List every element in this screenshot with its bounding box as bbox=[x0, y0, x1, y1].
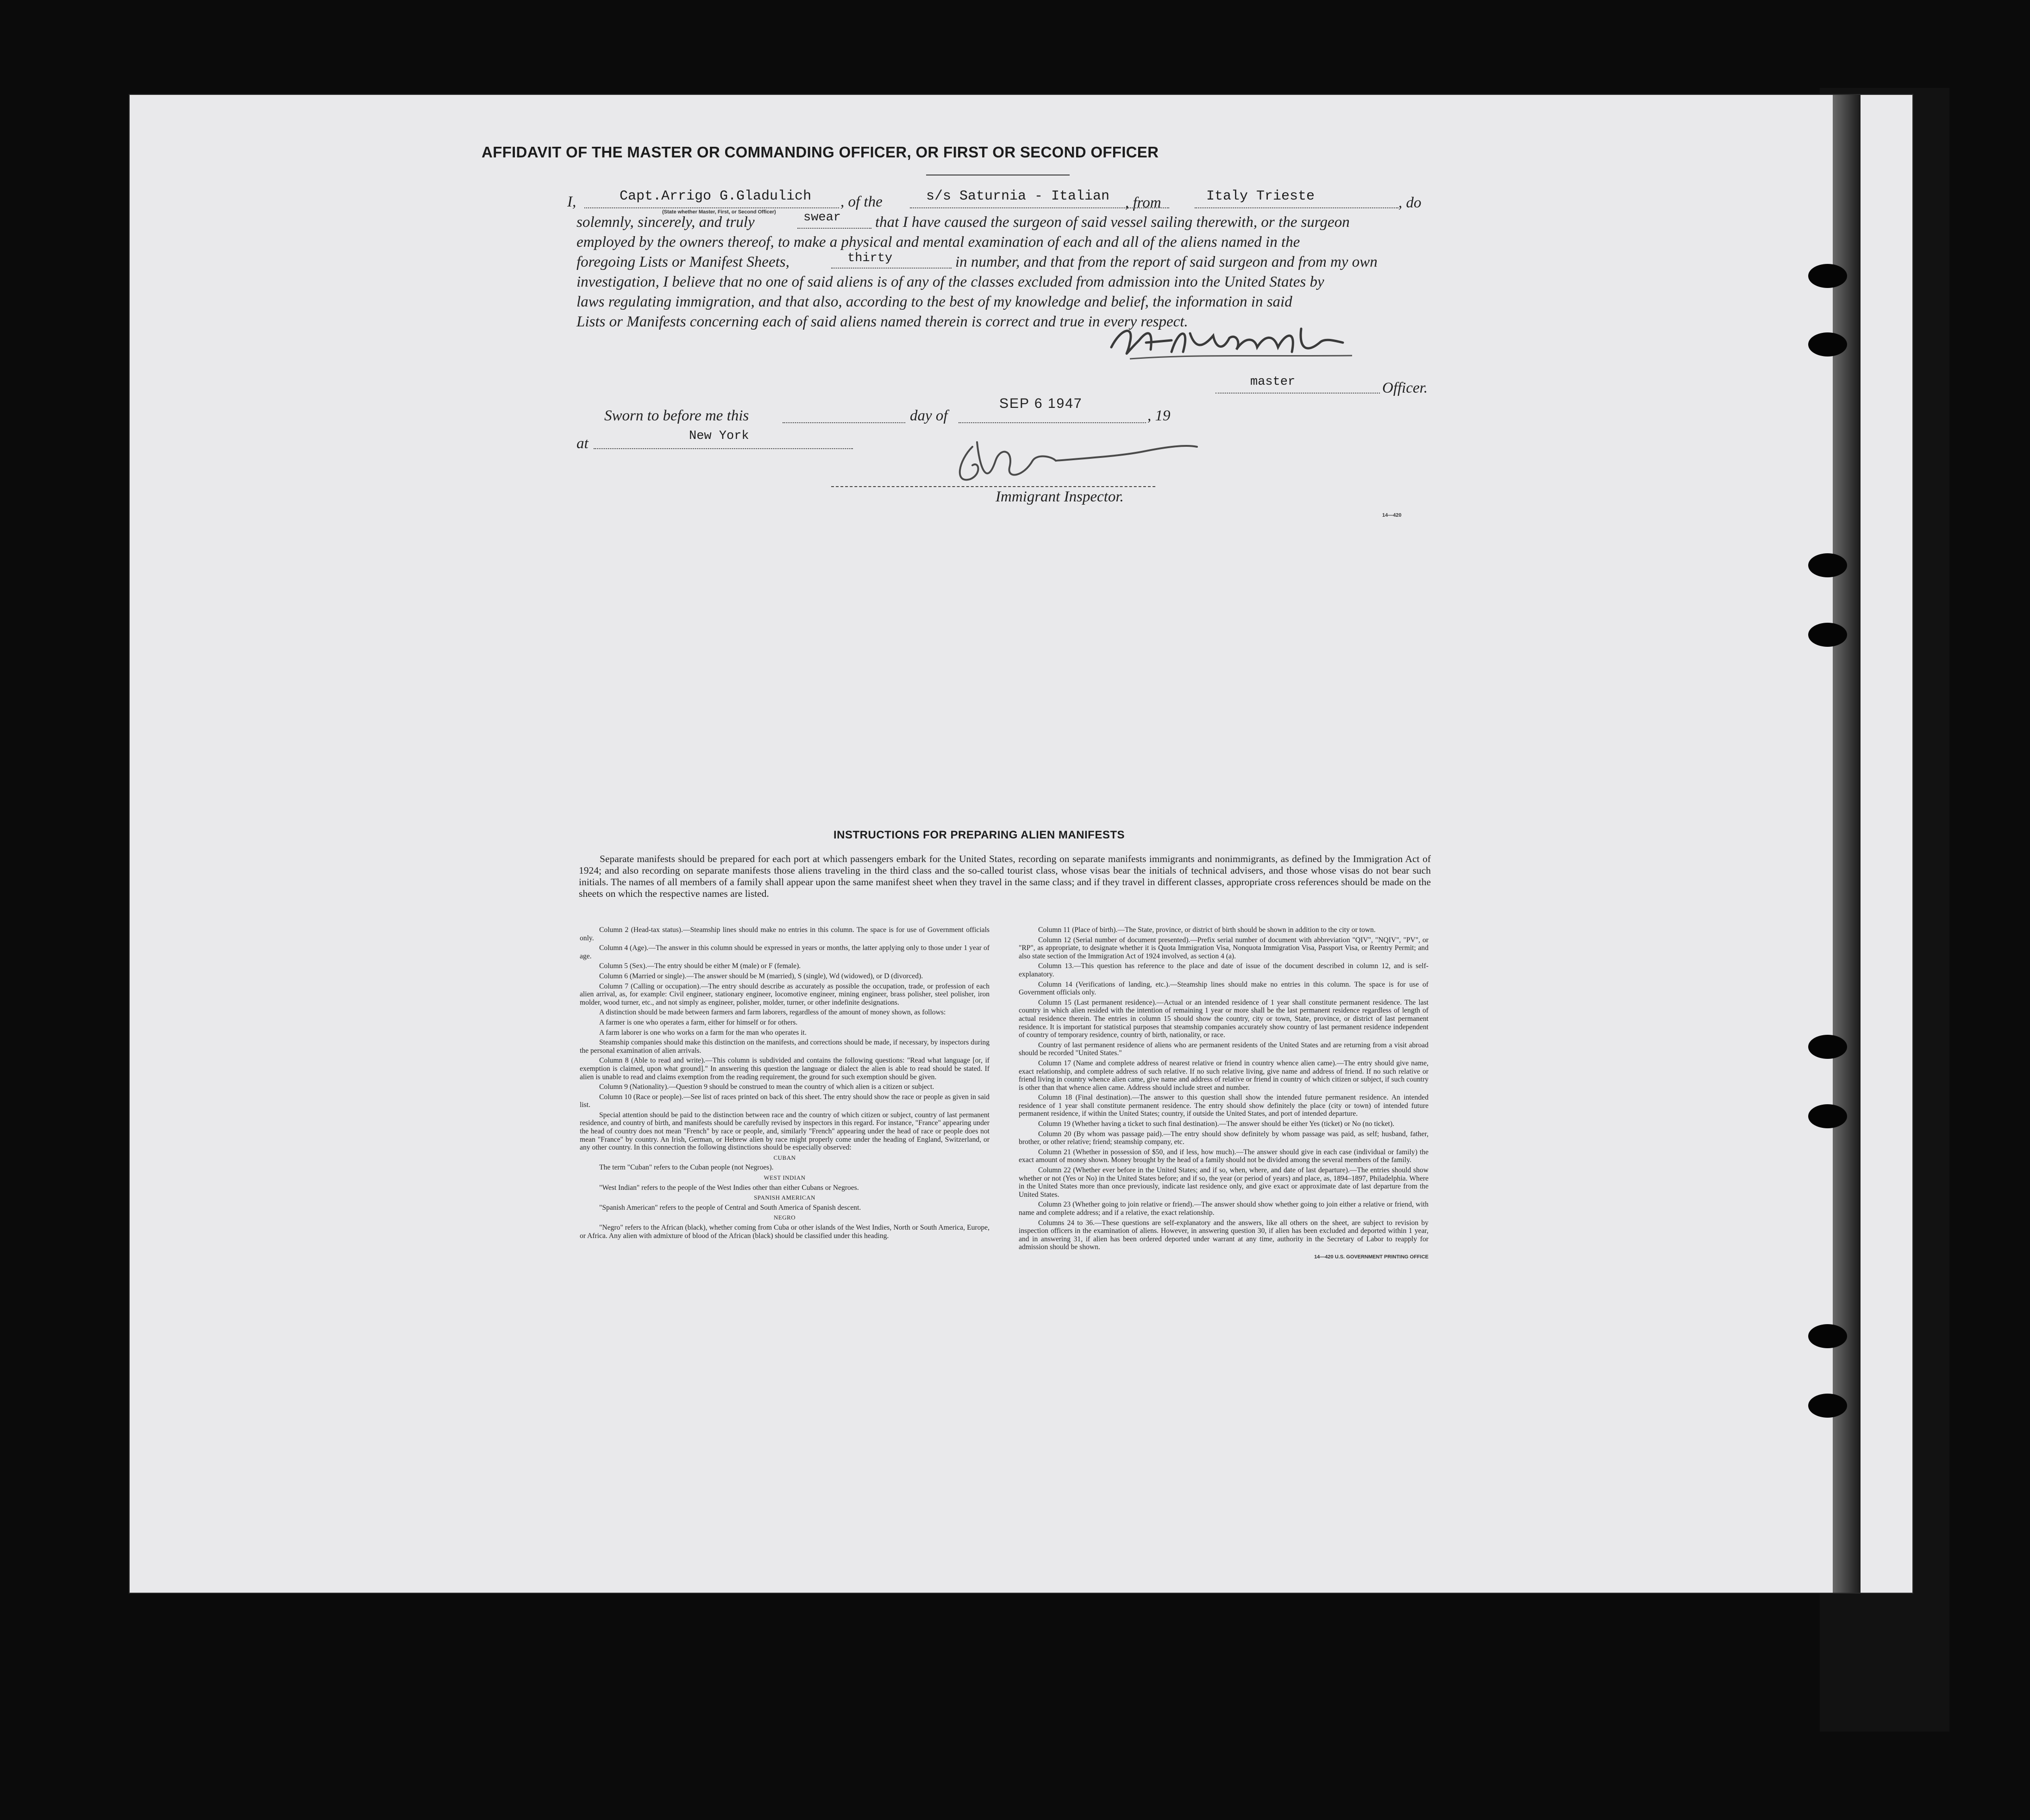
instruction-paragraph: Column 6 (Married or single).—The answer should be M (married), S (single), Wd (widowed), or D (divorced). bbox=[599, 972, 923, 980]
printer-imprint-wrap bbox=[1019, 1252, 1429, 1262]
place-value: New York bbox=[689, 429, 749, 443]
instruction-paragraph: Country of last permanent residence of aliens who are permanent residents of the United States and are returning from a visit abroad should be recorded "United States." bbox=[1019, 1041, 1429, 1057]
affidavit-line-4a: foregoing Lists or Manifest Sheets, bbox=[576, 254, 789, 270]
date-underline bbox=[959, 422, 1146, 423]
instruction-paragraph: Column 19 (Whether having a ticket to such final destination).—The answer should be either Yes (ticket) or No (no ticket). bbox=[1038, 1120, 1395, 1128]
from-port: Italy Trieste bbox=[1206, 188, 1315, 204]
sworn-label: Sworn to before me this bbox=[604, 407, 749, 424]
swear-underline bbox=[797, 228, 871, 229]
punch-hole bbox=[1808, 264, 1847, 288]
printer-imprint: 14—420 U.S. GOVERNMENT PRINTING OFFICE bbox=[1314, 1254, 1429, 1260]
name-underline bbox=[584, 207, 839, 208]
sheets-underline bbox=[831, 268, 952, 269]
instruction-paragraph: Column 5 (Sex).—The entry should be either M (male) or F (female). bbox=[599, 962, 801, 970]
instruction-paragraph: Column 14 (Verifications of landing, etc.).—Steamship lines should make no entries in this column. The space is for use of Government officials only. bbox=[1019, 980, 1429, 997]
inspector-label: Immigrant Inspector. bbox=[996, 488, 1124, 505]
cuban-definition: The term "Cuban" refers to the Cuban people (not Negroes). bbox=[599, 1163, 774, 1172]
negro-definition: "Negro" refers to the African (black), whether coming from Cuba or other islands of the West Indies, North or South America, Europe, or Africa. Any alien with admixture of blood of the African (black) should be classified under this heading. bbox=[580, 1224, 990, 1240]
affidavit-line-3: employed by the owners thereof, to make a physical and mental examination of each and all of the aliens named in the bbox=[576, 234, 1300, 250]
of-the-label: , of the bbox=[840, 194, 883, 210]
west-indian-definition: "West Indian" refers to the people of the West Indies other than either Cubans or Negroes. bbox=[599, 1183, 859, 1192]
punch-hole bbox=[1808, 1104, 1847, 1128]
officer-label: Officer. bbox=[1382, 380, 1428, 396]
day-underline bbox=[783, 422, 905, 423]
instruction-paragraph: Columns 24 to 36.—These questions are self-explanatory and the answers, like all others on the sheet, are subject to revision by inspection officers in the examination of aliens. However, in answering question 30, if alien has been excluded and deported within 1 year, and in answering 31, if alien has been ordered deported under warrant at any time, authority in the Secretary of Labor to reapply for admission should be shown. bbox=[1019, 1219, 1429, 1251]
inspector-signature bbox=[945, 433, 1204, 493]
instruction-paragraph: Column 20 (By whom was passage paid).—The entry should show definitely by whom passage was paid, as self; husband, father, brother, or other relative; friend; steamship company, etc. bbox=[1019, 1130, 1429, 1146]
instruction-paragraph: Column 18 (Final destination).—The answer to this question shall show the intended future permanent residence. An intended residence of 1 year shall constitute permanent residence. The entry should show definitely the place (city or town) of intended future permanent residence, if within the United States; country, if outside the United States, and port of intended departure. bbox=[1019, 1094, 1429, 1118]
instructions-right-column bbox=[1019, 926, 1429, 1262]
instructions-left-column bbox=[580, 926, 990, 1242]
instruction-paragraph: Column 8 (Able to read and write).—This column is subdivided and contains the following questions: "Read what language [or, if exemption is claimed, upon what ground]." In answering this question the language or dialect the alien is able to read should be stated. If alien is unable to read and claims exemption from the reading requirement, the ground for such exemption should be given. bbox=[580, 1057, 990, 1081]
vessel-name: s/s Saturnia - Italian bbox=[926, 188, 1110, 204]
spanish-american-heading: SPANISH AMERICAN bbox=[754, 1194, 815, 1201]
instruction-paragraph: Column 22 (Whether ever before in the United States; and if so, when, where, and date of last departure).—The entries should show whether or not (Yes or No) in the United States before; and if so, the year (or period of years) and place, as, 1894–1897, Philadelphia. Where in the United States more than once previously, indicate last residence only, and give exact or approximate date of last departure from the United States. bbox=[1019, 1166, 1429, 1199]
affidavit-line-2a: solemnly, sincerely, and truly bbox=[576, 214, 755, 231]
day-of-label: day of bbox=[910, 407, 948, 424]
cuban-heading: CUBAN bbox=[773, 1154, 796, 1161]
rank-value: master bbox=[1250, 375, 1296, 389]
state-note: (State whether Master, First, or Second Officer) bbox=[662, 209, 776, 215]
instruction-paragraph: Column 13.—This question has reference to the place and date of issue of the document described in column 12, and is self-explanatory. bbox=[1019, 962, 1429, 978]
punch-hole bbox=[1808, 1394, 1847, 1418]
punch-hole bbox=[1808, 1035, 1847, 1059]
instruction-paragraph: Column 23 (Whether going to join relative or friend).—The answer should show whether going to join either a relative or friend, with name and complete address; and if a relative, the exact relationship. bbox=[1019, 1201, 1429, 1217]
instruction-paragraph: Column 4 (Age).—The answer in this column should be expressed in years or months, the latter applying only to those under 1 year of age. bbox=[580, 944, 990, 960]
instruction-paragraph: Column 10 (Race or people).—See list of races printed on back of this sheet. The entry should show the race or people as given in said list. bbox=[580, 1093, 990, 1109]
swear-value: swear bbox=[803, 211, 841, 225]
affidavit-line-6: laws regulating immigration, and that also, according to the best of my knowledge and belief, the information in said bbox=[576, 294, 1292, 310]
from-label: , from bbox=[1125, 194, 1161, 211]
affidavit-title: AFFIDAVIT OF THE MASTER OR COMMANDING OFFICER, OR FIRST OR SECOND OFFICER bbox=[482, 144, 1159, 161]
punch-hole bbox=[1808, 553, 1847, 577]
negro-heading: NEGRO bbox=[773, 1214, 796, 1221]
west-indian-heading: WEST INDIAN bbox=[764, 1174, 806, 1182]
instruction-paragraph: Column 15 (Last permanent residence).—Actual or an intended residence of 1 year shall constitute permanent residence. The last country in which alien resided with the intention of remaining 1 year or more shall be the last permanent residence regardless of length of actual residence therein. The entries in column 15 should show the country, city or town, State, province, or district of last permanent residence. It is important for statistical purposes that steamship companies accurately show country of last permanent residence independent of country of temporary residence, country of birth, nationality, or race. bbox=[1019, 998, 1429, 1039]
instruction-paragraph: Column 21 (Whether in possession of $50, and if less, how much).—The answer should give in each case (individual or family) the exact amount of money shown. Money brought by the head of a family should not be divided among the several members of the family. bbox=[1019, 1148, 1429, 1164]
instruction-paragraph: Column 11 (Place of birth).—The State, province, or district of birth should be shown in addition to the city or town. bbox=[1038, 926, 1376, 934]
do-label: , do bbox=[1398, 194, 1422, 211]
form-number: 14—420 bbox=[1382, 513, 1402, 518]
master-signature bbox=[1102, 315, 1361, 366]
rank-underline bbox=[1215, 393, 1380, 394]
officer-name: Capt.Arrigo G.Gladulich bbox=[620, 188, 812, 204]
instruction-paragraph: A farm laborer is one who works on a farm for the man who operates it. bbox=[599, 1028, 807, 1037]
page-edge-shadow bbox=[1833, 95, 1861, 1593]
instruction-paragraph: A farmer is one who operates a farm, either for himself or for others. bbox=[599, 1018, 798, 1026]
inspector-underline bbox=[831, 486, 1155, 487]
instruction-paragraph: Column 9 (Nationality).—Question 9 should be construed to mean the country of which alien is a citizen or subject. bbox=[599, 1083, 934, 1091]
punch-hole bbox=[1808, 623, 1847, 647]
place-underline bbox=[594, 448, 853, 449]
instructions-title: INSTRUCTIONS FOR PREPARING ALIEN MANIFESTS bbox=[833, 829, 1125, 841]
i-label: I, bbox=[567, 194, 576, 210]
instructions-intro: Separate manifests should be prepared for each port at which passengers embark for the United States, recording on separate manifests immigrants and nonimmigrants, as defined by the Immigration Act of 1924; and also recording on separate manifests those aliens traveling in the third class and the so-called tourist class, whose visas bear the initials of technical advisers, and those whose visas do not bear such initials. The names of all members of a family shall appear upon the same manifest sheet when they travel in the same class; and if they travel in different classes, appropriate cross references should be made on the sheets on which the respective names are listed. bbox=[579, 853, 1431, 899]
affidavit-line-7: Lists or Manifests concerning each of said aliens named therein is correct and true in every respect. bbox=[576, 313, 1188, 330]
instruction-paragraph: Special attention should be paid to the distinction between race and the country of which citizen or subject, country of last permanent residence, and country of birth, and manifests should be carefully revised by inspectors in this regard. For instance, "France" appearing under the head of country does not mean "French" by race or people, and, similarly "French" appearing under the head of race or people does not mean "France" by country. An Irish, German, or Hebrew alien by race might properly come under the heading of England, Switzerland, or any other country. In this connection the following distinctions should be especially observed: bbox=[580, 1111, 990, 1152]
stamped-date: SEP 6 1947 bbox=[999, 396, 1083, 411]
affidavit-line-2b: that I have caused the surgeon of said vessel sailing therewith, or the surgeon bbox=[875, 214, 1350, 231]
instruction-paragraph: Column 2 (Head-tax status).—Steamship lines should make no entries in this column. The space is for use of Government officials only. bbox=[580, 926, 990, 942]
punch-hole bbox=[1808, 1324, 1847, 1348]
port-underline bbox=[1195, 207, 1398, 208]
instruction-paragraph: A distinction should be made between farmers and farm laborers, regardless of the amount of money shown, as follows: bbox=[599, 1008, 946, 1017]
instruction-paragraph: Column 12 (Serial number of document presented).—Prefix serial number of document with abbreviation "QIV", "NQIV", "PV", or "RP", as appropriate, to designate whether it is Quota Immigration Visa, Nonquota Immigration Visa, Passport Visa, or Reentry Permit; and also state section of the Immigration Act of 1924 involved, as section 4 (a). bbox=[1019, 936, 1429, 960]
affidavit-line-5: investigation, I believe that no one of said aliens is of any of the classes excluded from admission into the United States by bbox=[576, 274, 1324, 290]
instruction-paragraph: Column 17 (Name and complete address of nearest relative or friend in country whence alien came).—The entry should give name, exact relationship, and complete address of such relative. If no such relative living, give name and address of friend. If no such relative or friend living in country whence alien came, give name and address of relative or friend in country of which citizen or subject, if such country is other than that whence alien came. Address should include street and number. bbox=[1019, 1059, 1429, 1092]
sheets-value: thirty bbox=[847, 251, 893, 265]
affidavit-line-4b: in number, and that from the report of said surgeon and from my own bbox=[955, 254, 1378, 270]
at-label: at bbox=[576, 435, 589, 452]
spanish-american-definition: "Spanish American" refers to the people of Central and South America of Spanish descent. bbox=[599, 1203, 861, 1212]
punch-hole bbox=[1808, 332, 1847, 356]
instruction-paragraph: Column 7 (Calling or occupation).—The entry should describe as accurately as possible the occupation, trade, or profession of each alien arrival, as, for example: Civil engineer, stationary engineer, locomotive engineer, mining engineer, brass polisher, steel polisher, iron molder, wood turner, etc., and not simply as engineer, polisher, molder, turner, or other indefinite designations. bbox=[580, 982, 990, 1007]
instruction-paragraph: Steamship companies should make this distinction on the manifests, and corrections should be made, if necessary, by inspectors during the personal examination of alien arrivals. bbox=[580, 1038, 990, 1055]
year-label: , 19 bbox=[1147, 407, 1171, 424]
